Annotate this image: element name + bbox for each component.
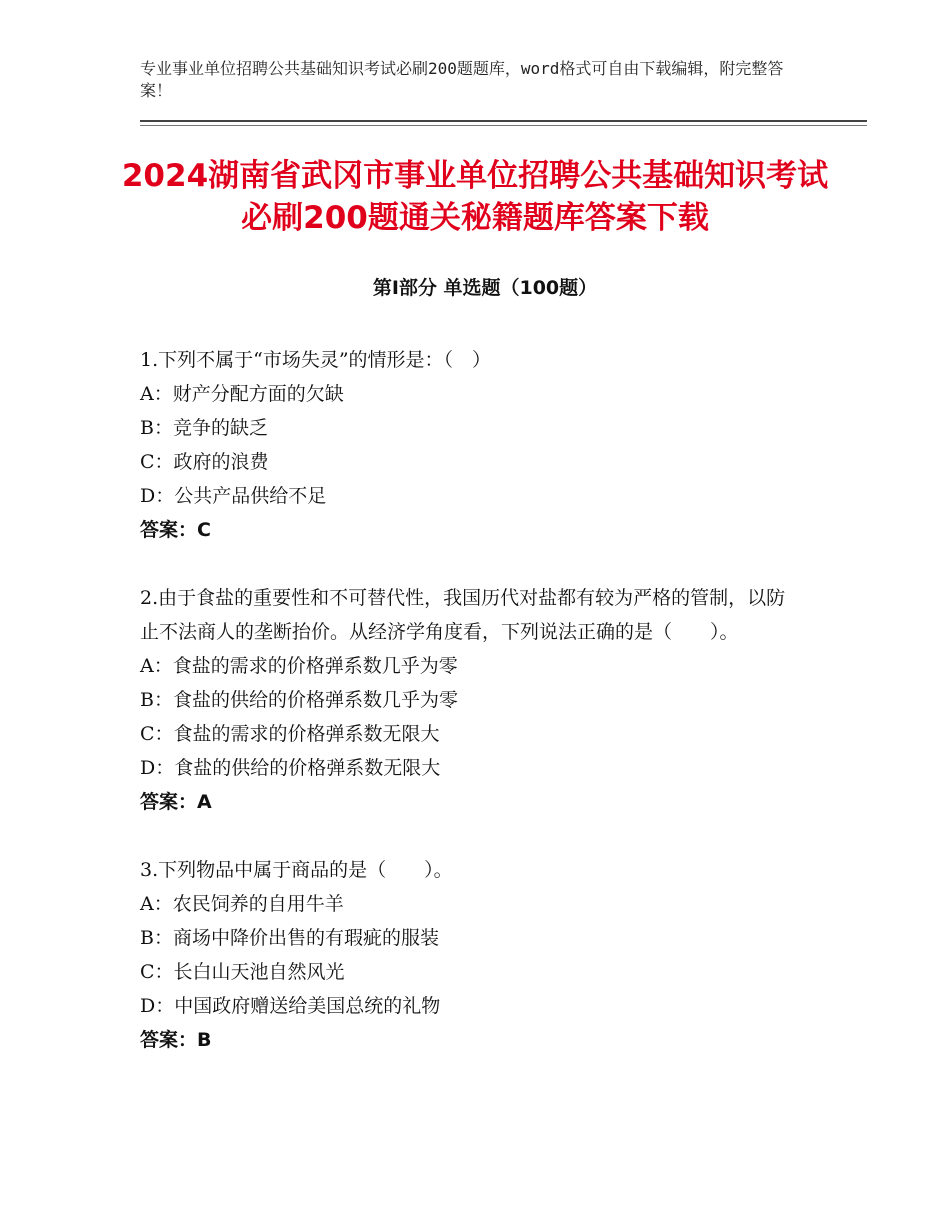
answer: 答案：C xyxy=(140,519,211,541)
option-a: A：食盐的需求的价格弹系数几乎为零 xyxy=(140,655,458,677)
question-3 xyxy=(140,853,800,1057)
question-stem: 3.下列物品中属于商品的是（ ）。 xyxy=(140,859,453,881)
question-list xyxy=(140,343,800,1091)
option-c: C：政府的浪费 xyxy=(140,451,269,473)
header-rule-thin xyxy=(140,125,867,126)
option-d: D：中国政府赠送给美国总统的礼物 xyxy=(140,995,441,1017)
question-1 xyxy=(140,343,800,547)
option-b: B：竞争的缺乏 xyxy=(140,417,268,439)
option-c: C：长白山天池自然风光 xyxy=(140,961,345,983)
option-c: C：食盐的需求的价格弹系数无限大 xyxy=(140,723,440,745)
option-a: A：农民饲养的自用牛羊 xyxy=(140,893,344,915)
answer: 答案：A xyxy=(140,791,212,813)
option-b: B：食盐的供给的价格弹系数几乎为零 xyxy=(140,689,458,711)
question-stem: 2.由于食盐的重要性和不可替代性，我国历代对盐都有较为严格的管制，以防止不法商人的垄断抬价。从经济学角度看，下列说法正确的是（ ）。 xyxy=(140,587,786,643)
option-d: D：公共产品供给不足 xyxy=(140,485,327,507)
option-d: D：食盐的供给的价格弹系数无限大 xyxy=(140,757,441,779)
header-note: 专业事业单位招聘公共基础知识考试必刷200题题库，word格式可自由下载编辑，附完整答案！ xyxy=(140,59,784,100)
answer: 答案：B xyxy=(140,1029,212,1051)
option-a: A：财产分配方面的欠缺 xyxy=(140,383,344,405)
document-title: 2024湖南省武冈市事业单位招聘公共基础知识考试必刷200题通关秘籍题库答案下载 xyxy=(121,158,829,236)
option-b: B：商场中降价出售的有瑕疵的服装 xyxy=(140,927,439,949)
section-title: 第Ⅰ部分 单选题（100题） xyxy=(372,277,598,299)
question-2 xyxy=(140,581,800,819)
question-stem: 1.下列不属于“市场失灵”的情形是：（ ） xyxy=(140,349,492,371)
header-rule-thick xyxy=(140,120,867,122)
